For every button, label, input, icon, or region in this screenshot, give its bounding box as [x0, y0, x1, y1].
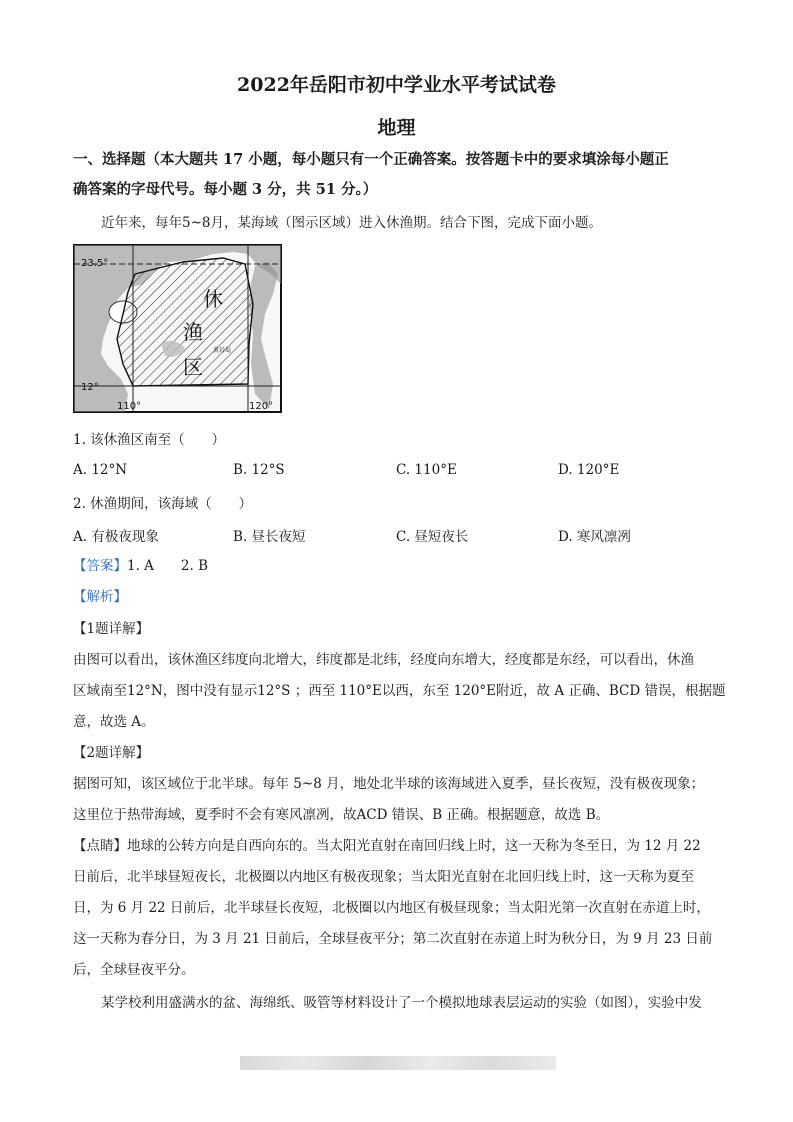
zone-label-1: 休 [203, 287, 223, 311]
q2-option-a: A. 有极夜现象 [73, 529, 159, 545]
tip-line2: 日前后，北半球昼短夜长，北极圈以内地区有极夜现象；当太阳光直射在北回归线上时，这一天称为夏至 [73, 869, 694, 885]
answer-line [73, 556, 723, 576]
detail1-line3: 意，故选 A。 [73, 714, 155, 730]
section-heading-line1: 一、选择题（本大题共 17 小题，每小题只有一个正确答案。按答题卡中的要求填涂每小题正 [73, 151, 669, 168]
detail2-title: 【2题详解】 [73, 745, 150, 761]
answer-tag: 【答案】 [73, 558, 127, 574]
q2-option-b: B. 昼长夜短 [233, 529, 306, 545]
detail2-line2: 这里位于热带海域，夏季时不会有寒风凛冽，故ACD 错误、B 正确。根据题意，故选 B。 [73, 807, 610, 823]
q1-option-c: C. 110°E [396, 462, 457, 478]
zone-label-2: 渔 [183, 320, 203, 344]
detail1-line2: 区域南至12°N，图中没有显示12°S ；西至 110°E以西，东至 120°E附近，故 A 正确、BCD 错误，根据题 [73, 683, 726, 699]
map-figure [73, 244, 283, 414]
tip-line1: 【点睛】地球的公转方向是自西向东的。当太阳光直射在南回归线上时，这一天称为冬至日，为 12 月 22 [73, 838, 701, 854]
label-lon-120: 120° [249, 401, 274, 412]
tip-line4: 这一天称为春分日，为 3 月 21 日前后，全球昼夜平分；第二次直射在赤道上时为秋分日，为 9 月 23 日前 [73, 931, 713, 947]
question-intro: 近年来，每年5~8月，某海域（图示区域）进入休渔期。结合下图，完成下面小题。 [101, 215, 602, 231]
q2-option-c: C. 昼短夜长 [396, 529, 469, 545]
tip-line3: 日，为 6 月 22 日前后，北半球昼长夜短，北极圈以内地区有极昼现象；当太阳光第一次直射在赤道上时， [73, 900, 710, 916]
answer-text: 1. A 2. B [127, 558, 209, 574]
q2-option-d: D. 寒风凛冽 [558, 529, 631, 545]
detail2-line1: 据图可知，该区域位于北半球。每年 5~8 月，地处北半球的该海域进入夏季，昼长夜短，没有极夜现象； [73, 776, 705, 792]
label-lat-23-5: 23.5° [81, 258, 109, 269]
q1-stem: 1. 该休渔区南至（ ） [73, 432, 226, 448]
label-lat-12: 12° [81, 382, 99, 393]
label-lon-110: 110° [117, 401, 142, 412]
fishing-zone-map [73, 244, 283, 414]
q1-option-a: A. 12°N [73, 462, 128, 478]
subject-title: 地理 [377, 117, 416, 139]
q1-option-b: B. 12°S [233, 462, 285, 478]
q2-stem: 2. 休渔期间，该海域（ ） [73, 496, 253, 512]
analysis-tag: 【解析】 [73, 589, 127, 605]
tip-line5: 后，全球昼夜平分。 [73, 962, 195, 978]
exam-title: 2022年岳阳市初中学业水平考试试卷 [237, 74, 556, 96]
detail1-line1: 由图可以看出，该休渔区纬度向北增大，纬度都是北纬，经度向东增大，经度都是东经，可以看出，休渔 [73, 652, 694, 668]
next-question-line: 某学校利用盛满水的盆、海绵纸、吸管等材料设计了一个模拟地球表层运动的实验（如图），实验中发 [101, 995, 702, 1011]
detail1-title: 【1题详解】 [73, 621, 150, 637]
section-heading-line2: 确答案的字母代号。每小题 3 分，共 51 分。） [73, 181, 378, 198]
footer-watermark [240, 1056, 556, 1070]
q1-option-d: D. 120°E [558, 462, 620, 478]
island-label: 黄岩岛 [213, 347, 232, 354]
zone-label-3: 区 [183, 355, 203, 379]
